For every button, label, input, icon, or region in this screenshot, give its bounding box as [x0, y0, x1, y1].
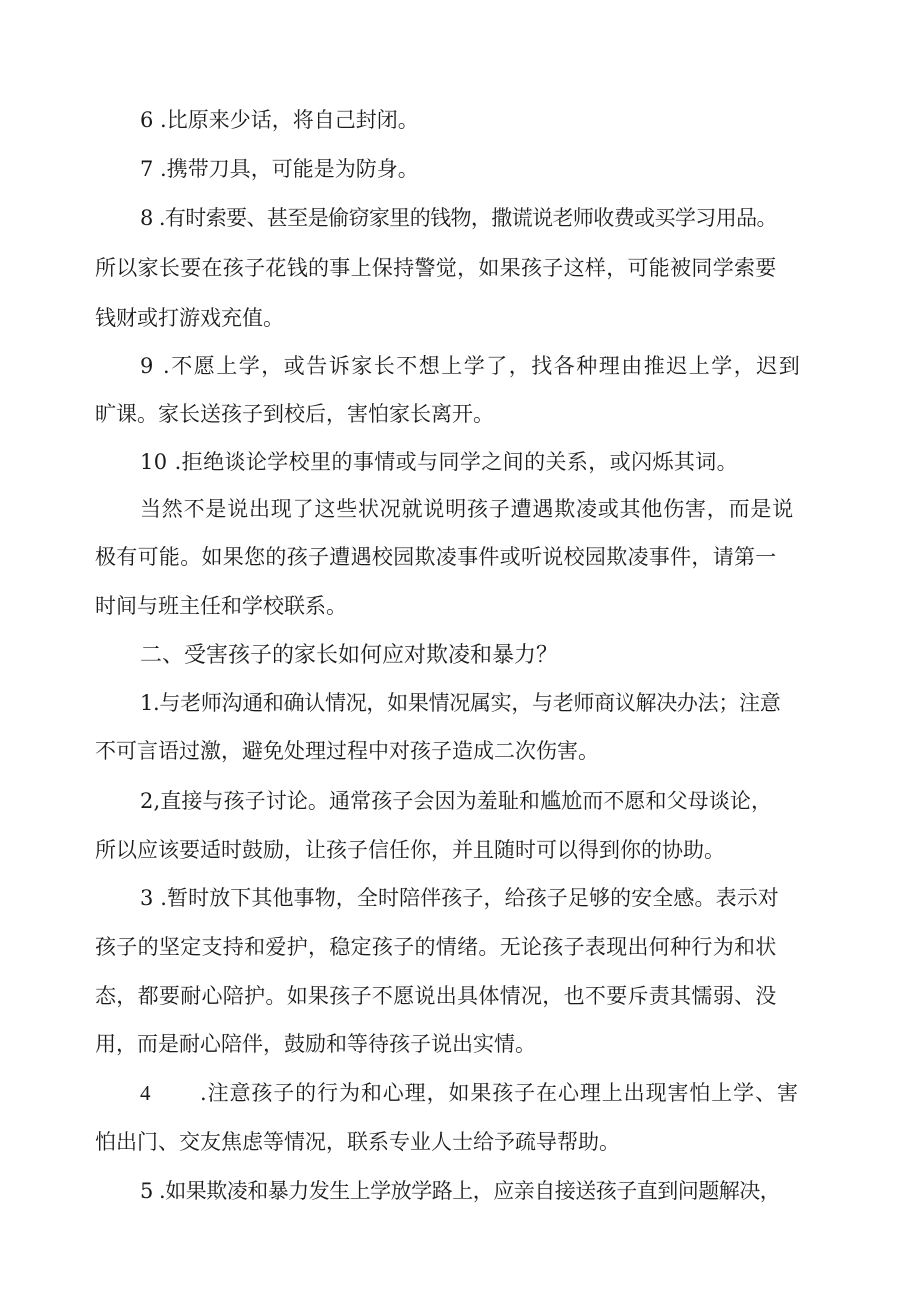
list-item-7: 7 .携带刀具，可能是为防身。 [140, 157, 419, 181]
list-item-8-line-3: 钱财或打游戏充值。 [95, 306, 284, 330]
list-item-8-line-1: 8 .有时索要、甚至是偷窃家里的钱物，撒谎说老师收费或买学习用品。 [140, 206, 777, 230]
response-item-3-line-3: 态，都要耐心陪护。如果孩子不愿说出具体情况，也不要斥责其懦弱、没 [95, 984, 777, 1008]
response-item-3-line-1: 3 .暂时放下其他事物，全时陪伴孩子，给孩子足够的安全感。表示对 [140, 886, 779, 910]
response-item-3-line-2: 孩子的坚定支持和爱护，稳定孩子的情绪。无论孩子表现出何种行为和状 [95, 935, 777, 959]
response-item-2-line-2: 所以应该要适时鼓励，让孩子信任你，并且随时可以得到你的协助。 [95, 838, 725, 862]
list-item-10: 10 .拒绝谈论学校里的事情或与同学之间的关系，或闪烁其词。 [140, 450, 739, 474]
list-item-9-line-2: 旷课。家长送孩子到校后，害怕家长离开。 [95, 402, 494, 426]
paragraph-note-line-2: 极有可能。如果您的孩子遭遇校园欺凌事件或听说校园欺凌事件，请第一 [95, 545, 777, 569]
list-item-6: 6 .比原来少话，将自己封闭。 [140, 108, 419, 132]
response-item-1-line-2: 不可言语过激，避免处理过程中对孩子造成二次伤害。 [95, 739, 599, 763]
response-item-4-number: 4 [140, 1081, 151, 1105]
response-item-1-line-1: 1.与老师沟通和确认情况，如果情况属实，与老师商议解决办法；注意 [140, 691, 781, 715]
paragraph-note-line-1: 当然不是说出现了这些状况就说明孩子遭遇欺凌或其他伤害，而是说 [140, 497, 794, 521]
response-item-3-line-4: 用，而是耐心陪伴，鼓励和等待孩子说出实情。 [95, 1032, 536, 1056]
response-item-4-line-2: 怕出门、交友焦虑等情况，联系专业人士给予疏导帮助。 [95, 1130, 620, 1154]
list-item-9-line-1: 9 .不愿上学，或告诉家长不想上学了，找各种理由推迟上学，迟到 [140, 354, 802, 378]
list-item-8-line-2: 所以家长要在孩子花钱的事上保持警觉，如果孩子这样，可能被同学索要 [95, 256, 777, 280]
response-item-5-line-1: 5 .如果欺凌和暴力发生上学放学路上，应亲自接送孩子直到问题解决， [140, 1179, 781, 1203]
section-heading: 二、受害孩子的家长如何应对欺凌和暴力？ [140, 643, 559, 668]
response-item-4-line-1: .注意孩子的行为和心理，如果孩子在心理上出现害怕上学、害 [200, 1081, 799, 1105]
response-item-2-line-1: 2,直接与孩子讨论。通常孩子会因为羞耻和尴尬而不愿和父母谈论， [140, 789, 773, 813]
paragraph-note-line-3: 时间与班主任和学校联系。 [95, 594, 347, 618]
